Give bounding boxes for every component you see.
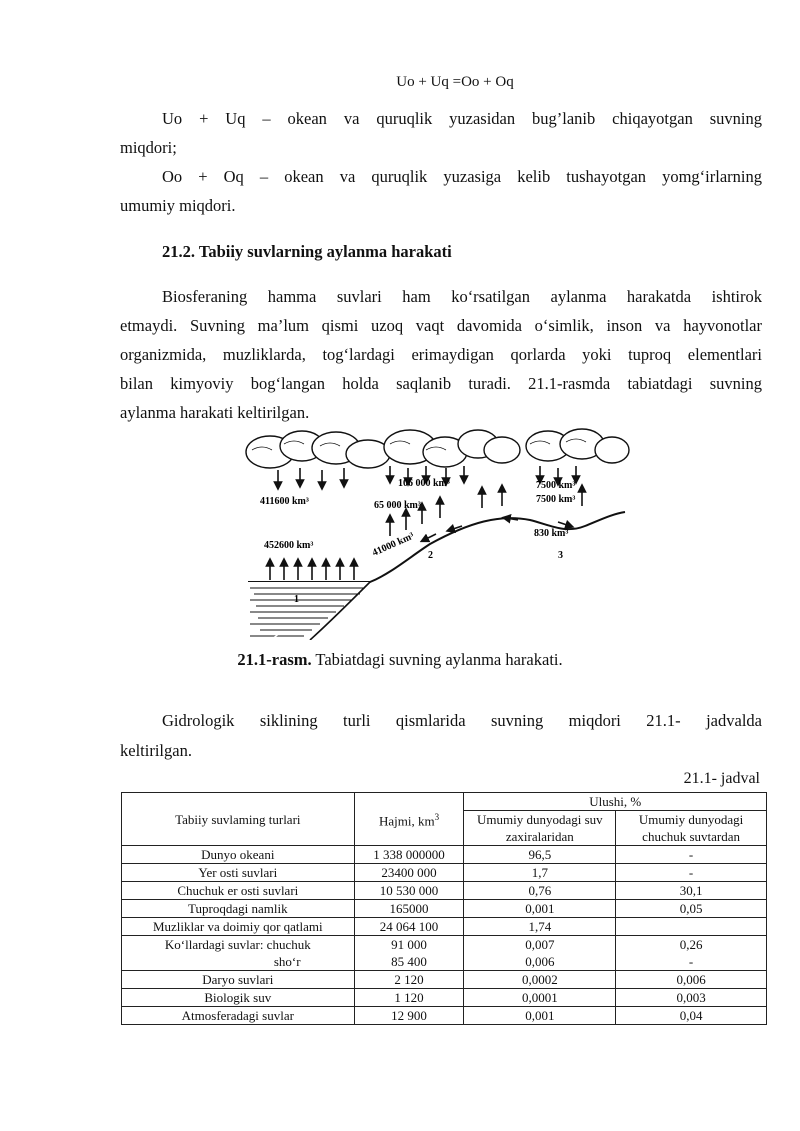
- label-zone-2: 2: [428, 550, 433, 561]
- cell-name-line-2: sho‘r: [273, 954, 301, 969]
- table-intro-line-1: Gidrologik siklining turli qismlarida suvning miqdori 21.1- jadvalda: [162, 711, 762, 730]
- paragraph-line-5: aylanma harakati keltirilgan.: [120, 403, 310, 422]
- table-row: [122, 882, 767, 900]
- cell-total: 0,001: [464, 900, 616, 918]
- rain-arrows-ocean: [278, 468, 344, 486]
- cell-fresh-line-2: -: [688, 954, 694, 969]
- label-land-total: 106 000 km³: [398, 478, 450, 489]
- header-type: Tabiiy suvlaming turlari: [122, 793, 355, 846]
- cell-total: 1,7: [464, 864, 616, 882]
- label-zone-1: 1: [294, 594, 299, 605]
- header-share: Ulushi, %: [464, 793, 767, 811]
- label-zone-3: 3: [558, 550, 563, 561]
- cell-total: 0,76: [464, 882, 616, 900]
- caption-text: Tabiatdagi suvning aylanma harakati.: [311, 650, 563, 669]
- cell-fresh: 0,05: [616, 900, 767, 918]
- cell-fresh-line-1: 0,26: [679, 937, 703, 952]
- cell-total-line-2: 0,006: [525, 954, 555, 969]
- cell-name: Chuchuk er osti suvlari: [122, 882, 355, 900]
- cell-total: 96,5: [464, 846, 616, 864]
- label-land-evaporation: 65 000 km³: [374, 500, 421, 511]
- definition-1-line-1: Uo + Uq – okean va quruqlik yuzasidan bug’lanib chiqayotgan suvning: [162, 109, 762, 128]
- cell-name: Yer osti suvlari: [122, 864, 355, 882]
- cell-volume: 1 338 000000: [354, 846, 464, 864]
- cell-name: Muzliklar va doimiy qor qatlami: [122, 918, 355, 936]
- cell-volume: 1 120: [354, 989, 464, 1007]
- water-cycle-illustration: [240, 422, 630, 640]
- definition-2-line-1: Oo + Oq – okean va quruqlik yuzasiga kelib tushayotgan yomg‘irlarning: [162, 167, 762, 186]
- cell-volume-line-2: 85 400: [391, 954, 427, 969]
- label-ocean-rain: 411600 km³: [260, 496, 309, 507]
- table-row: [122, 900, 767, 918]
- cell-volume: 10 530 000: [354, 882, 464, 900]
- cell-total: [464, 936, 616, 971]
- clouds: [246, 429, 629, 468]
- label-inland-rain: 7500 km³: [536, 480, 576, 491]
- cell-name: [122, 936, 355, 971]
- table-row: [122, 846, 767, 864]
- paragraph-line-3: organizmida, muzliklarda, tog‘lardagi erimaydigan qorlarda yoki tuproq elementlari: [120, 345, 762, 364]
- cell-fresh: [616, 936, 767, 971]
- cell-fresh: -: [616, 846, 767, 864]
- definition-1-line-2: miqdori;: [120, 138, 177, 157]
- cell-name: Tuproqdagi namlik: [122, 900, 355, 918]
- table-row: [122, 864, 767, 882]
- table-number: 21.1- jadval: [683, 770, 760, 787]
- cell-volume: 23400 000: [354, 864, 464, 882]
- ocean: [248, 512, 625, 640]
- cell-name: Daryo suvlari: [122, 971, 355, 989]
- cell-volume: 2 120: [354, 971, 464, 989]
- header-share-total: Umumiy dunyodagi suv zaxiralaridan: [464, 811, 616, 846]
- cell-volume: 24 064 100: [354, 918, 464, 936]
- cell-total-line-1: 0,007: [525, 937, 555, 952]
- caption-number: 21.1-rasm.: [237, 650, 312, 669]
- water-resources-table: [121, 792, 767, 1025]
- cell-name: Dunyo okeani: [122, 846, 355, 864]
- cell-volume: [354, 936, 464, 971]
- table-row: [122, 918, 767, 936]
- label-inland-evaporation: 7500 km³: [536, 494, 576, 505]
- table-intro-line-2: keltirilgan.: [120, 741, 192, 760]
- cell-name: Atmosferadagi suvlar: [122, 1007, 355, 1025]
- cell-fresh: 0,003: [616, 989, 767, 1007]
- label-runoff: 41000 km³: [370, 530, 416, 559]
- cell-volume: 165000: [354, 900, 464, 918]
- formula: [0, 74, 800, 91]
- formula-text: Uo + Uq =Oo + Oq: [396, 74, 514, 90]
- table-row: [122, 971, 767, 989]
- cell-fresh: [616, 918, 767, 936]
- definition-2-line-2: umumiy miqdori.: [120, 196, 236, 215]
- paragraph-line-2: etmaydi. Suvning ma’lum qismi uzoq vaqt davomida o‘simlik, inson va hayvonotlar: [120, 316, 762, 335]
- label-ocean-evaporation: 452600 km³: [264, 540, 314, 551]
- cell-total: 0,0002: [464, 971, 616, 989]
- cell-total: 0,001: [464, 1007, 616, 1025]
- cell-volume: 12 900: [354, 1007, 464, 1025]
- cell-volume-line-1: 91 000: [391, 937, 427, 952]
- cell-fresh: 0,04: [616, 1007, 767, 1025]
- table-row: [122, 1007, 767, 1025]
- cell-name: Biologik suv: [122, 989, 355, 1007]
- figure-caption: [0, 650, 800, 670]
- header-share-fresh: Umumiy dunyodagi chuchuk suvtardan: [616, 811, 767, 846]
- section-heading: 21.2. Tabiiy suvlarning aylanma harakati: [162, 242, 452, 261]
- label-inland-flow: 830 km³: [534, 528, 569, 539]
- paragraph-line-1: Biosferaning hamma suvlari ham ko‘rsatilgan aylanma harakatda ishtirok: [162, 287, 762, 306]
- cell-fresh: 30,1: [616, 882, 767, 900]
- table-row: [122, 989, 767, 1007]
- cell-name-line-1: Ko‘llardagi suvlar: chuchuk: [164, 937, 311, 952]
- header-volume: Hajmi, $km^3$: [354, 793, 464, 846]
- cell-fresh: -: [616, 864, 767, 882]
- cell-fresh: 0,006: [616, 971, 767, 989]
- evaporation-arrows-ocean: [270, 562, 354, 580]
- cell-total: 0,0001: [464, 989, 616, 1007]
- paragraph-line-4: bilan kimyoviy bog‘langan holda saqlanib turadi. 21.1-rasmda tabiatdagi suvning: [120, 374, 762, 393]
- table-header-row-1: [122, 793, 767, 811]
- cell-total: 1,74: [464, 918, 616, 936]
- table-row: [122, 936, 767, 971]
